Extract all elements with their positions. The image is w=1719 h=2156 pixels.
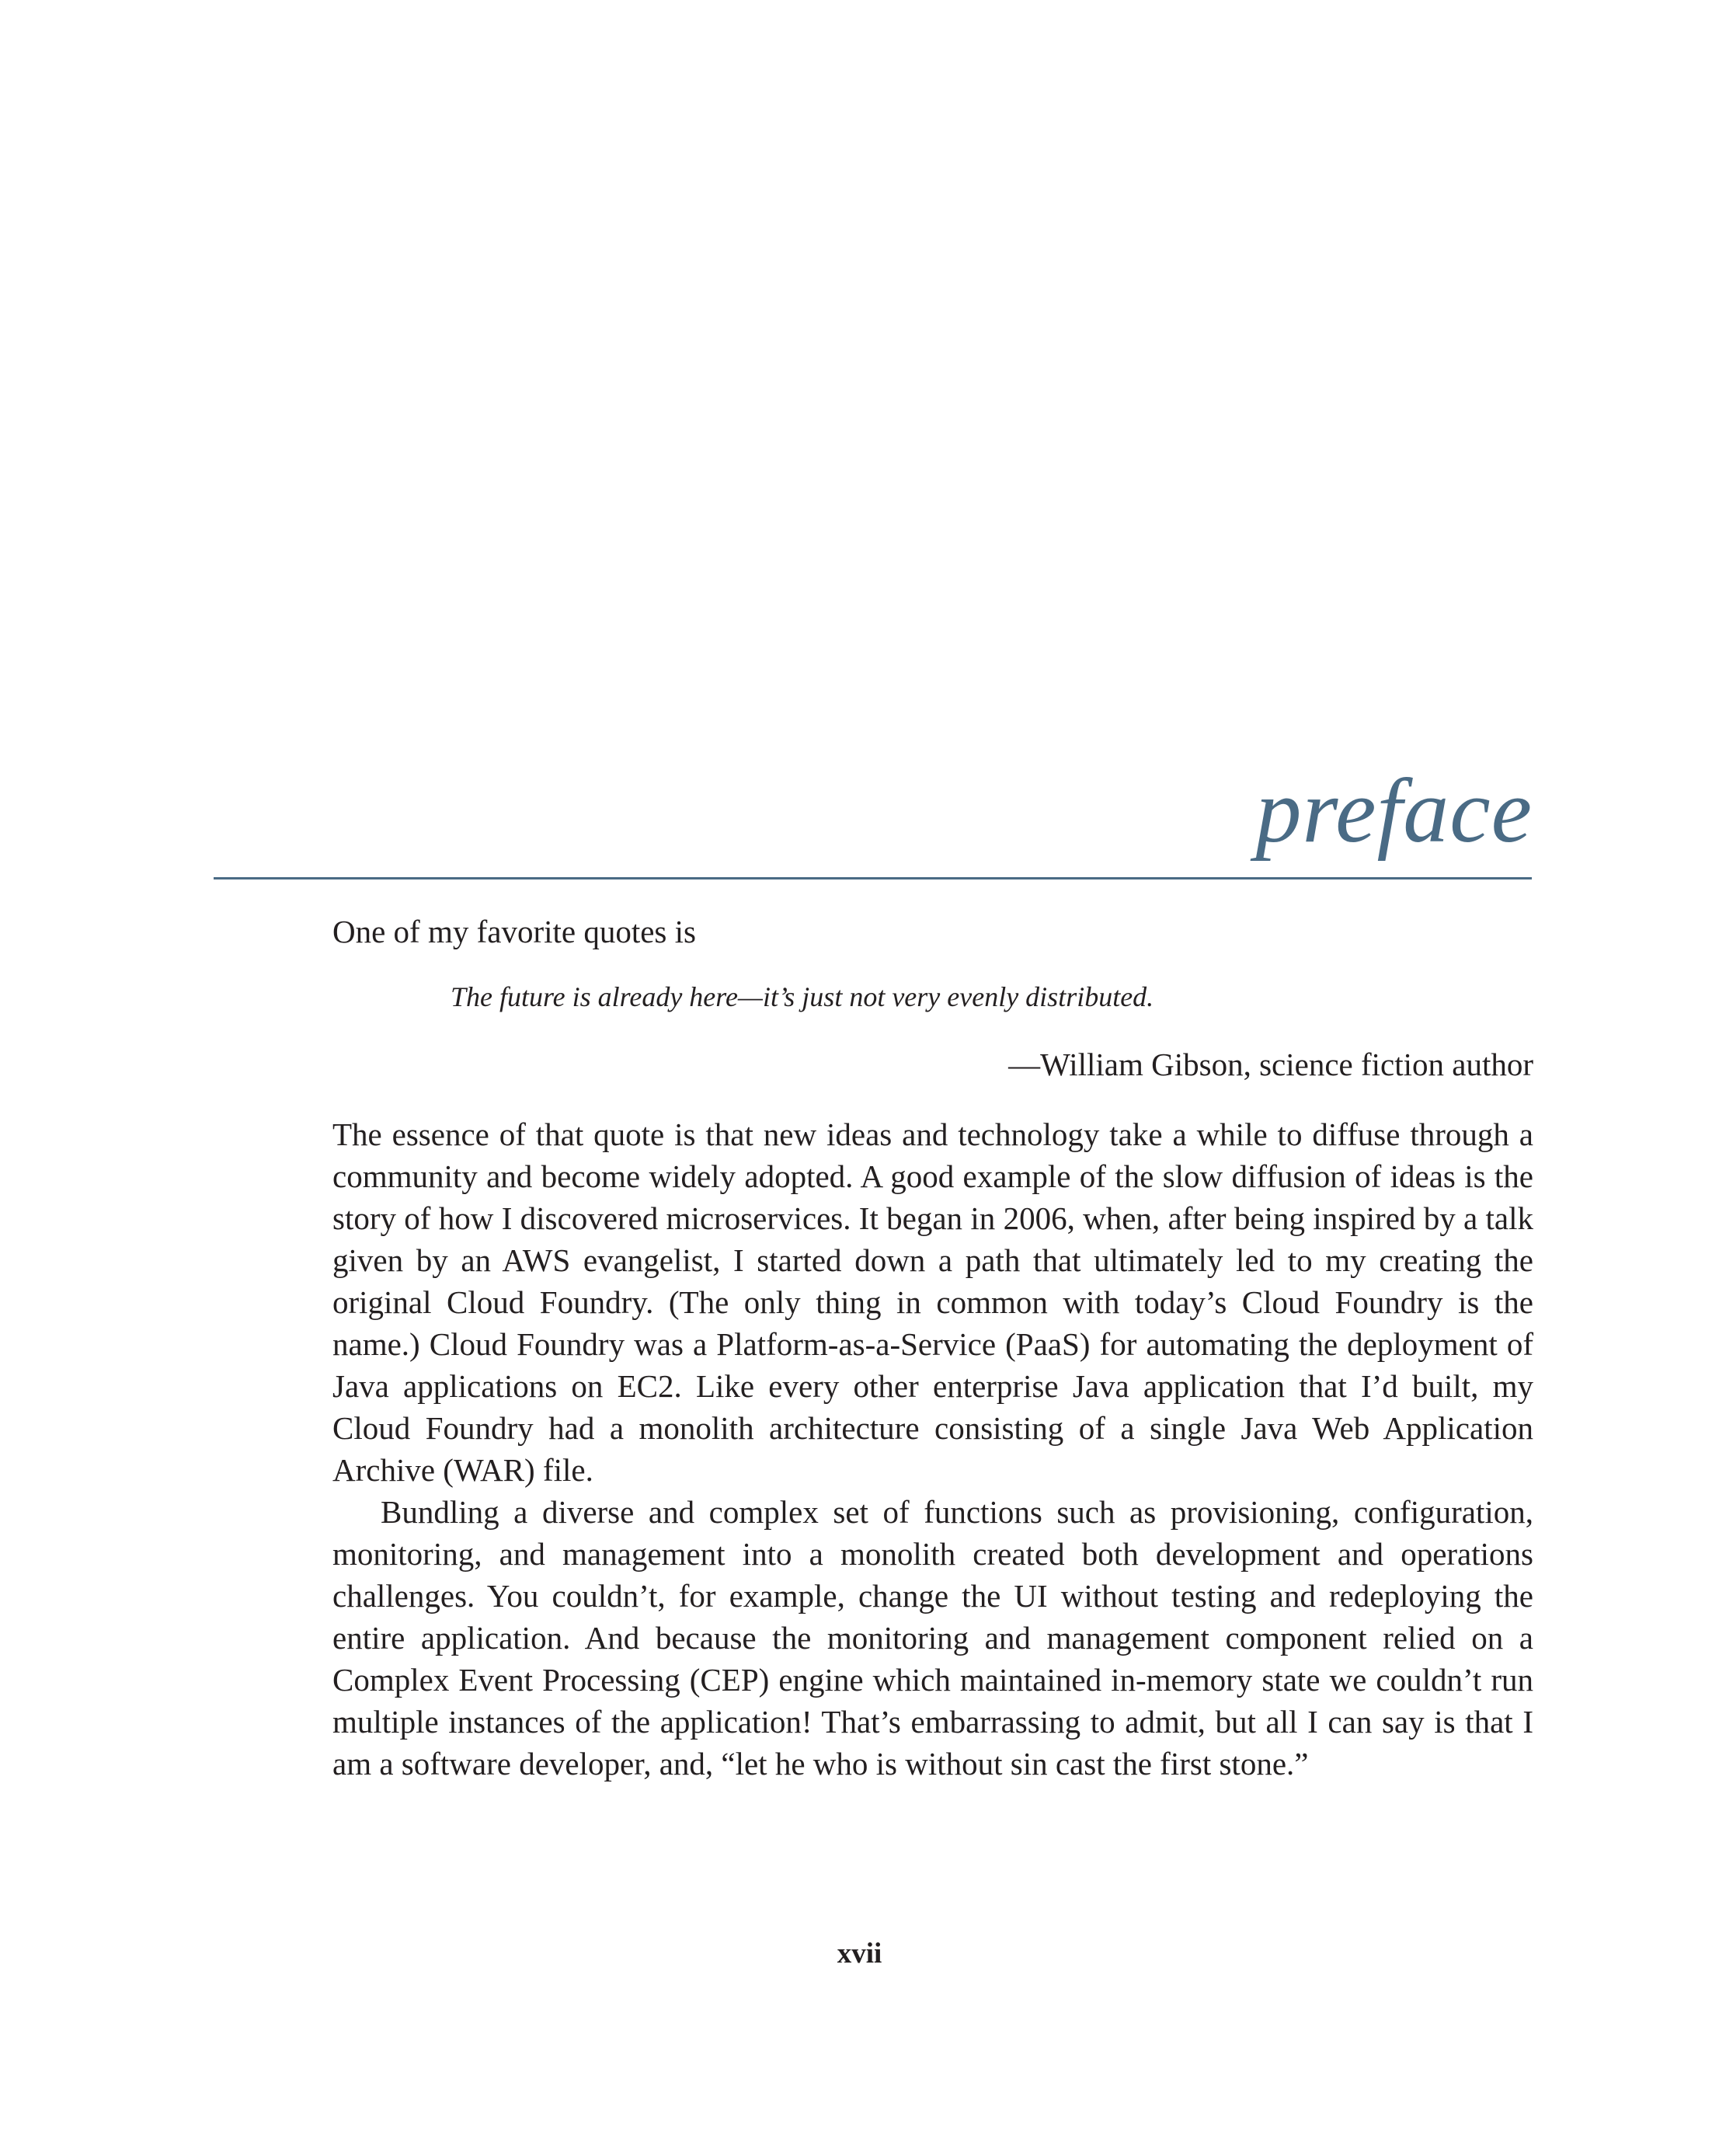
paragraph: The essence of that quote is that new ideas and technology take a while to diffuse through a community and become widely adopted. A good example of the slow diffusion of ideas is the story of how I discovered microservices. It began in 2006, when, after being inspired by a talk given by an AWS evangelist, I started down a path that ultimately led to my creating the original Cloud Foundry. (The only thing in common with today’s Cloud Foundry is the name.) Cloud Foundry was a Platform-as-a-Service (PaaS) for automating the deployment of Java applications on EC2. Like every other enterprise Java application that I’d built, my Cloud Foundry had a monolith architecture consisting of a single Java Web Application Archive (WAR) file. (332, 1116, 1533, 1488)
page-number: xvii (837, 1938, 882, 1970)
paragraph: Bundling a diverse and complex set of functions such as provisioning, configuration, monitoring, and management into a monolith created both development and operations challenges. You couldn’t, for example, change the UI without testing and redeploying the entire application. And because the monitoring and management component relied on a Complex Event Processing (CEP) engine which maintained in-memory state we couldn’t run multiple instances of the application! That’s embarrassing to admit, but all I can say is that I am a software developer, and, “let he who is without sin cast the first stone.” (332, 1494, 1533, 1782)
epigraph-attribution: —William Gibson, science fiction author (1008, 1047, 1533, 1082)
epigraph-quote: The future is already here—it’s just not very evenly distributed. (451, 981, 1154, 1012)
chapter-title: preface (1255, 760, 1533, 862)
body-text (332, 1113, 1533, 1785)
title-rule (214, 877, 1532, 879)
intro-sentence: One of my favorite quotes is (332, 914, 696, 949)
